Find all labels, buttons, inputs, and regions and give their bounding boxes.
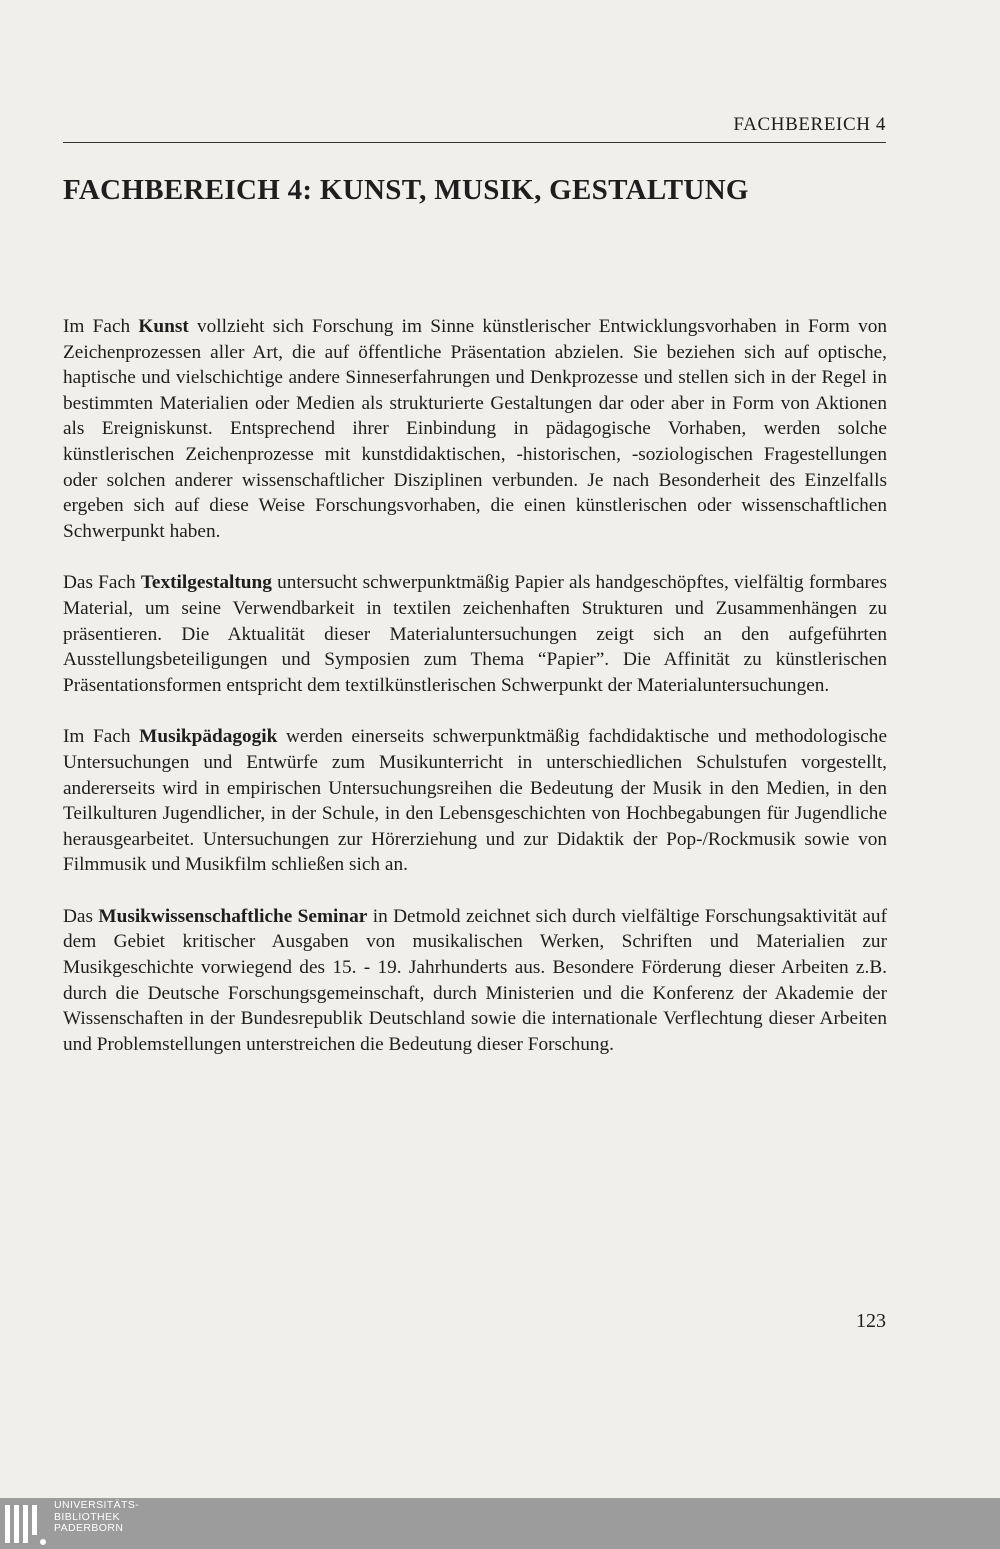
library-name-line: UNIVERSITÄTS- xyxy=(54,1499,140,1511)
body-text xyxy=(63,314,887,1083)
library-footer xyxy=(0,1498,1000,1549)
running-head: FACHBEREICH 4 xyxy=(733,114,886,135)
library-name-line: PADERBORN xyxy=(54,1522,124,1534)
header-rule xyxy=(63,142,886,143)
paragraph-lead: Das xyxy=(63,905,99,927)
library-name xyxy=(54,1500,139,1535)
subject-musikwissenschaft: Musikwissenschaftliche Seminar xyxy=(98,905,368,927)
paragraph-musikpaedagogik xyxy=(63,724,887,878)
paragraph-text: in Detmold zeichnet sich durch vielfältige Forschungsaktivität auf dem Gebiet kritischer Ausgaben von musikalischen Werken, Schriften und Materialien zur Musikgeschichte vorwiegend des 15. - 19. Jahrhunderts aus. Besondere Förderung dieser Arbeiten z.B. durch die Deutsche Forschungsgemeinschaft, durch Ministerien und die Konferenz der Akademie der Wissenschaften in der Bundesrepublik Deutschland sowie die internationale Verflechtung dieser Arbeiten und Problemstellungen unterstreichen die Bedeutung dieser Forschung. xyxy=(63,905,887,1055)
paragraph-musikwissenschaft xyxy=(63,904,887,1058)
paragraph-text: vollzieht sich Forschung im Sinne künstlerischer Entwicklungsvorhaben in Form von Zeichenprozessen aller Art, die auf öffentliche Präsentation abzielen. Sie beziehen sich auf optische, haptische und vielschichtige andere Sinneserfahrungen und Denkprozesse und stellen sich in der Regel in bestimmten Materialien oder Medien als strukturierte Gestaltungen dar oder aber in Form von Aktionen als Ereigniskunst. Entsprechend ihrer Einbindung in pädagogische Vorhaben, werden solche künstlerischen Zeichenprozesse mit kunstdidaktischen, -historischen, -soziologischen Fragestellungen oder solchen anderer wissenschaftlicher Disziplinen verbunden. Je nach Besonderheit des Einzelfalls ergeben sich auf diese Weise Forschungsvorhaben, die einen künstlerischen oder wissenschaftlichen Schwerpunkt haben. xyxy=(63,316,888,542)
paragraph-textilgestaltung xyxy=(63,570,887,698)
library-logo-icon xyxy=(3,1502,47,1546)
page-title: FACHBEREICH 4: KUNST, MUSIK, GESTALTUNG xyxy=(63,174,749,206)
subject-kunst: Kunst xyxy=(138,316,189,337)
library-name-line: BIBLIOTHEK xyxy=(54,1510,120,1523)
page-number: 123 xyxy=(856,1310,886,1332)
paragraph-lead: Im Fach xyxy=(63,316,139,337)
paragraph-text: werden einerseits schwerpunktmäßig fachdidaktische und methodologische Untersuchungen und Entwürfe zum Musikunterricht in unterschiedlichen Schulstufen vorgestellt, andererseits wird in empirischen Untersuchungsreihen die Bedeutung der Musik in den Medien, in den Teilkulturen Jugendlicher, in der Schule, in den Lebensgeschichten von Hochbegabungen für Jugendliche herausgearbeitet. Untersuchungen zur Hörerziehung und zur Didaktik der Pop-/Rockmusik sowie von Filmmusik und Musikfilm schließen sich an. xyxy=(63,726,887,876)
paragraph-lead: Das Fach xyxy=(63,572,141,594)
subject-musikpaedagogik: Musikpädagogik xyxy=(139,726,278,748)
paragraph-text: untersucht schwerpunktmäßig Papier als handgeschöpftes, vielfältig formbares Material, um seine Verwendbarkeit in textilen zeichenhaften Strukturen und Zusammenhängen zu präsentieren. Die Aktualität dieser Materialuntersuchungen zeigt sich an den aufgeführten Ausstellungsbeteiligungen und Symposien zum Thema “Papier”. Die Affinität zu künstlerischen Präsentationsformen entspricht dem textilkünstlerischen Schwerpunkt der Materialuntersuchungen. xyxy=(63,572,887,696)
paragraph-kunst xyxy=(63,314,887,544)
paragraph-lead: Im Fach xyxy=(63,726,140,748)
subject-textilgestaltung: Textilgestaltung xyxy=(140,572,272,594)
